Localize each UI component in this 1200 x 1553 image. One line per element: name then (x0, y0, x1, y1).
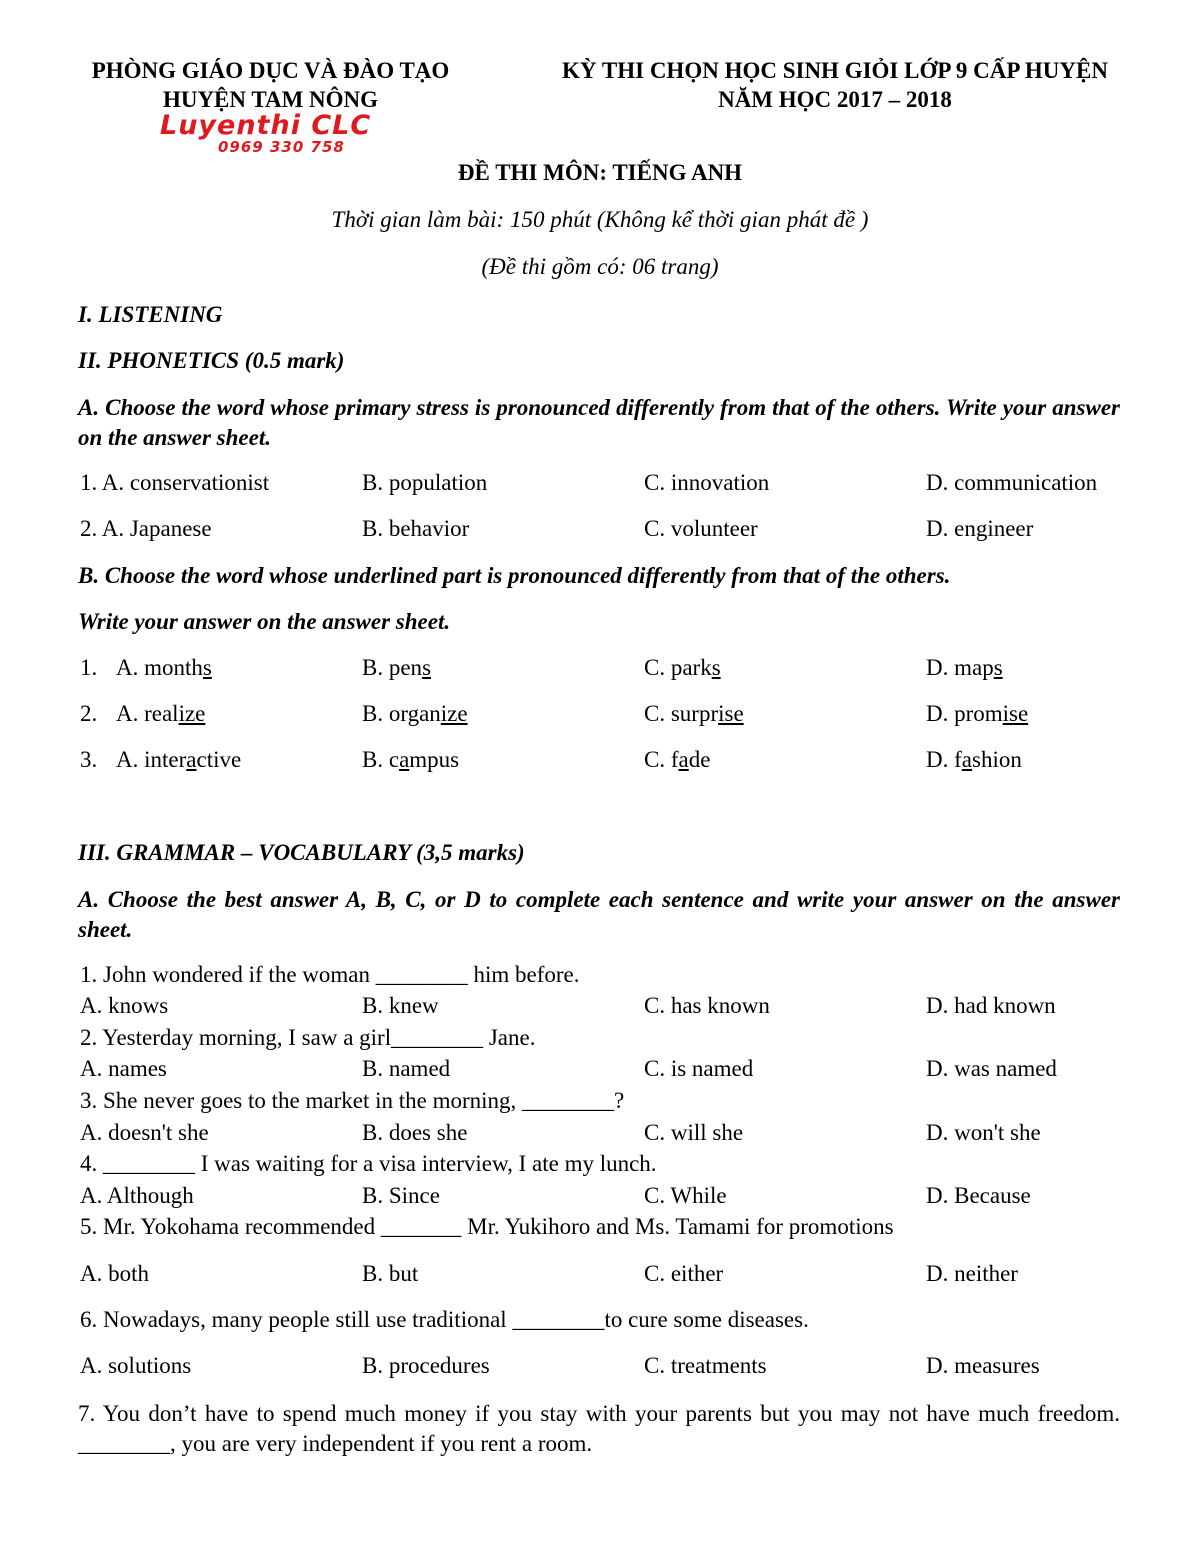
stress-q1-option-b: B. population (362, 470, 488, 495)
grammar-q1-option-d: D. had known (926, 993, 1056, 1018)
stress-q2-option-d: D. engineer (926, 516, 1034, 541)
grammar-q2-option-a: A. names (80, 1056, 167, 1081)
stress-q1-option-c: C. innovation (644, 470, 770, 495)
pron-q3-option-a: A. interactive (116, 747, 242, 772)
grammar-q2-stem: 2. Yesterday morning, I saw a girl________ Jane. (80, 1025, 536, 1050)
pron-q1-option-a: A. months (116, 655, 212, 680)
grammar-q2-option-c: C. is named (644, 1056, 754, 1081)
grammar-q4-option-a: A. Although (80, 1183, 194, 1208)
grammar-q6-option-b: B. procedures (362, 1353, 490, 1378)
pron-q3-option-b: B. campus (362, 747, 460, 772)
grammar-q4-stem: 4. ________ I was waiting for a visa interview, I ate my lunch. (80, 1151, 657, 1176)
grammar-a-instruction: A. Choose the best answer A, B, C, or D to complete each sentence and write your answer on the answer sheet. (78, 887, 1120, 942)
grammar-q2-option-b: B. named (362, 1056, 451, 1081)
grammar-q4-option-c: C. While (644, 1183, 727, 1208)
pron-q3-number: 3. (80, 747, 98, 772)
watermark-phone: 0969 330 758 (218, 138, 345, 156)
pron-q1-option-b: B. pens (362, 655, 432, 680)
watermark-logo: Luyenthi CLC (160, 110, 372, 141)
school-year: NĂM HỌC 2017 – 2018 (718, 87, 952, 112)
phonetics-b-instruction: B. Choose the word whose underlined part is pronounced differently from that of the others. (78, 563, 951, 588)
grammar-q6-option-d: D. measures (926, 1353, 1040, 1378)
pron-q2-number: 2. (80, 701, 98, 726)
grammar-q3-option-b: B. does she (362, 1120, 468, 1145)
grammar-q5-option-b: B. but (362, 1261, 419, 1286)
phonetics-a-instruction: A. Choose the word whose primary stress is pronounced differently from that of the others. Write your answer on the answer sheet. (78, 395, 1120, 450)
stress-q1-option-a: 1. A. conservationist (80, 470, 270, 495)
grammar-q3-option-a: A. doesn't she (80, 1120, 209, 1145)
section-listening: I. LISTENING (78, 302, 223, 327)
grammar-q4-option-b: B. Since (362, 1183, 440, 1208)
grammar-q6-stem: 6. Nowadays, many people still use traditional ________to cure some diseases. (80, 1307, 809, 1332)
grammar-q5-option-a: A. both (80, 1261, 149, 1286)
pron-q3-option-d: D. fashion (926, 747, 1022, 772)
grammar-q1-option-b: B. knew (362, 993, 439, 1018)
stress-q2-option-c: C. volunteer (644, 516, 758, 541)
exam-duration: Thời gian làm bài: 150 phút (Không kể thời gian phát đề ) (331, 207, 869, 232)
grammar-q6-option-a: A. solutions (80, 1353, 192, 1378)
pron-q2-option-a: A. realize (116, 701, 206, 726)
stress-q1-option-d: D. communication (926, 470, 1098, 495)
pron-q1-number: 1. (80, 655, 98, 680)
grammar-q4-option-d: D. Because (926, 1183, 1031, 1208)
section-phonetics: II. PHONETICS (0.5 mark) (78, 348, 345, 373)
pron-q3-option-c: C. fade (644, 747, 711, 772)
district-name: HUYỆN TAM NÔNG (162, 87, 379, 112)
grammar-q1-option-a: A. knows (80, 993, 169, 1018)
pron-q2-option-c: C. surprise (644, 701, 744, 726)
grammar-q6-option-c: C. treatments (644, 1353, 767, 1378)
pron-q1-option-c: C. parks (644, 655, 721, 680)
grammar-q2-option-d: D. was named (926, 1056, 1057, 1081)
grammar-q1-stem: 1. John wondered if the woman ________ him before. (80, 962, 580, 987)
stress-q2-option-b: B. behavior (362, 516, 470, 541)
department-name: PHÒNG GIÁO DỤC VÀ ĐÀO TẠO (91, 58, 450, 83)
exam-subject: ĐỀ THI MÔN: TIẾNG ANH (457, 160, 743, 185)
grammar-q5-option-c: C. either (644, 1261, 724, 1286)
pron-q2-option-d: D. promise (926, 701, 1029, 726)
grammar-q5-stem: 5. Mr. Yokohama recommended _______ Mr. Yukihoro and Ms. Tamami for promotions (80, 1214, 894, 1239)
pron-q2-option-b: B. organize (362, 701, 468, 726)
grammar-q5-option-d: D. neither (926, 1261, 1018, 1286)
grammar-q1-option-c: C. has known (644, 993, 770, 1018)
stress-q2-option-a: 2. A. Japanese (80, 516, 212, 541)
grammar-q3-option-c: C. will she (644, 1120, 744, 1145)
grammar-q3-stem: 3. She never goes to the market in the morning, ________? (80, 1088, 625, 1113)
phonetics-b-instruction-2: Write your answer on the answer sheet. (78, 609, 451, 634)
section-grammar: III. GRAMMAR – VOCABULARY (3,5 marks) (78, 840, 525, 865)
exam-name: KỲ THI CHỌN HỌC SINH GIỎI LỚP 9 CẤP HUYỆN (562, 58, 1108, 83)
grammar-q7-stem: 7. You don’t have to spend much money if you stay with your parents but you may not have much freedom. ________, you are very independent if you rent a room. (78, 1401, 1120, 1456)
exam-page-count: (Đề thi gồm có: 06 trang) (481, 254, 719, 279)
pron-q1-option-d: D. maps (926, 655, 1003, 680)
grammar-q3-option-d: D. won't she (926, 1120, 1041, 1145)
